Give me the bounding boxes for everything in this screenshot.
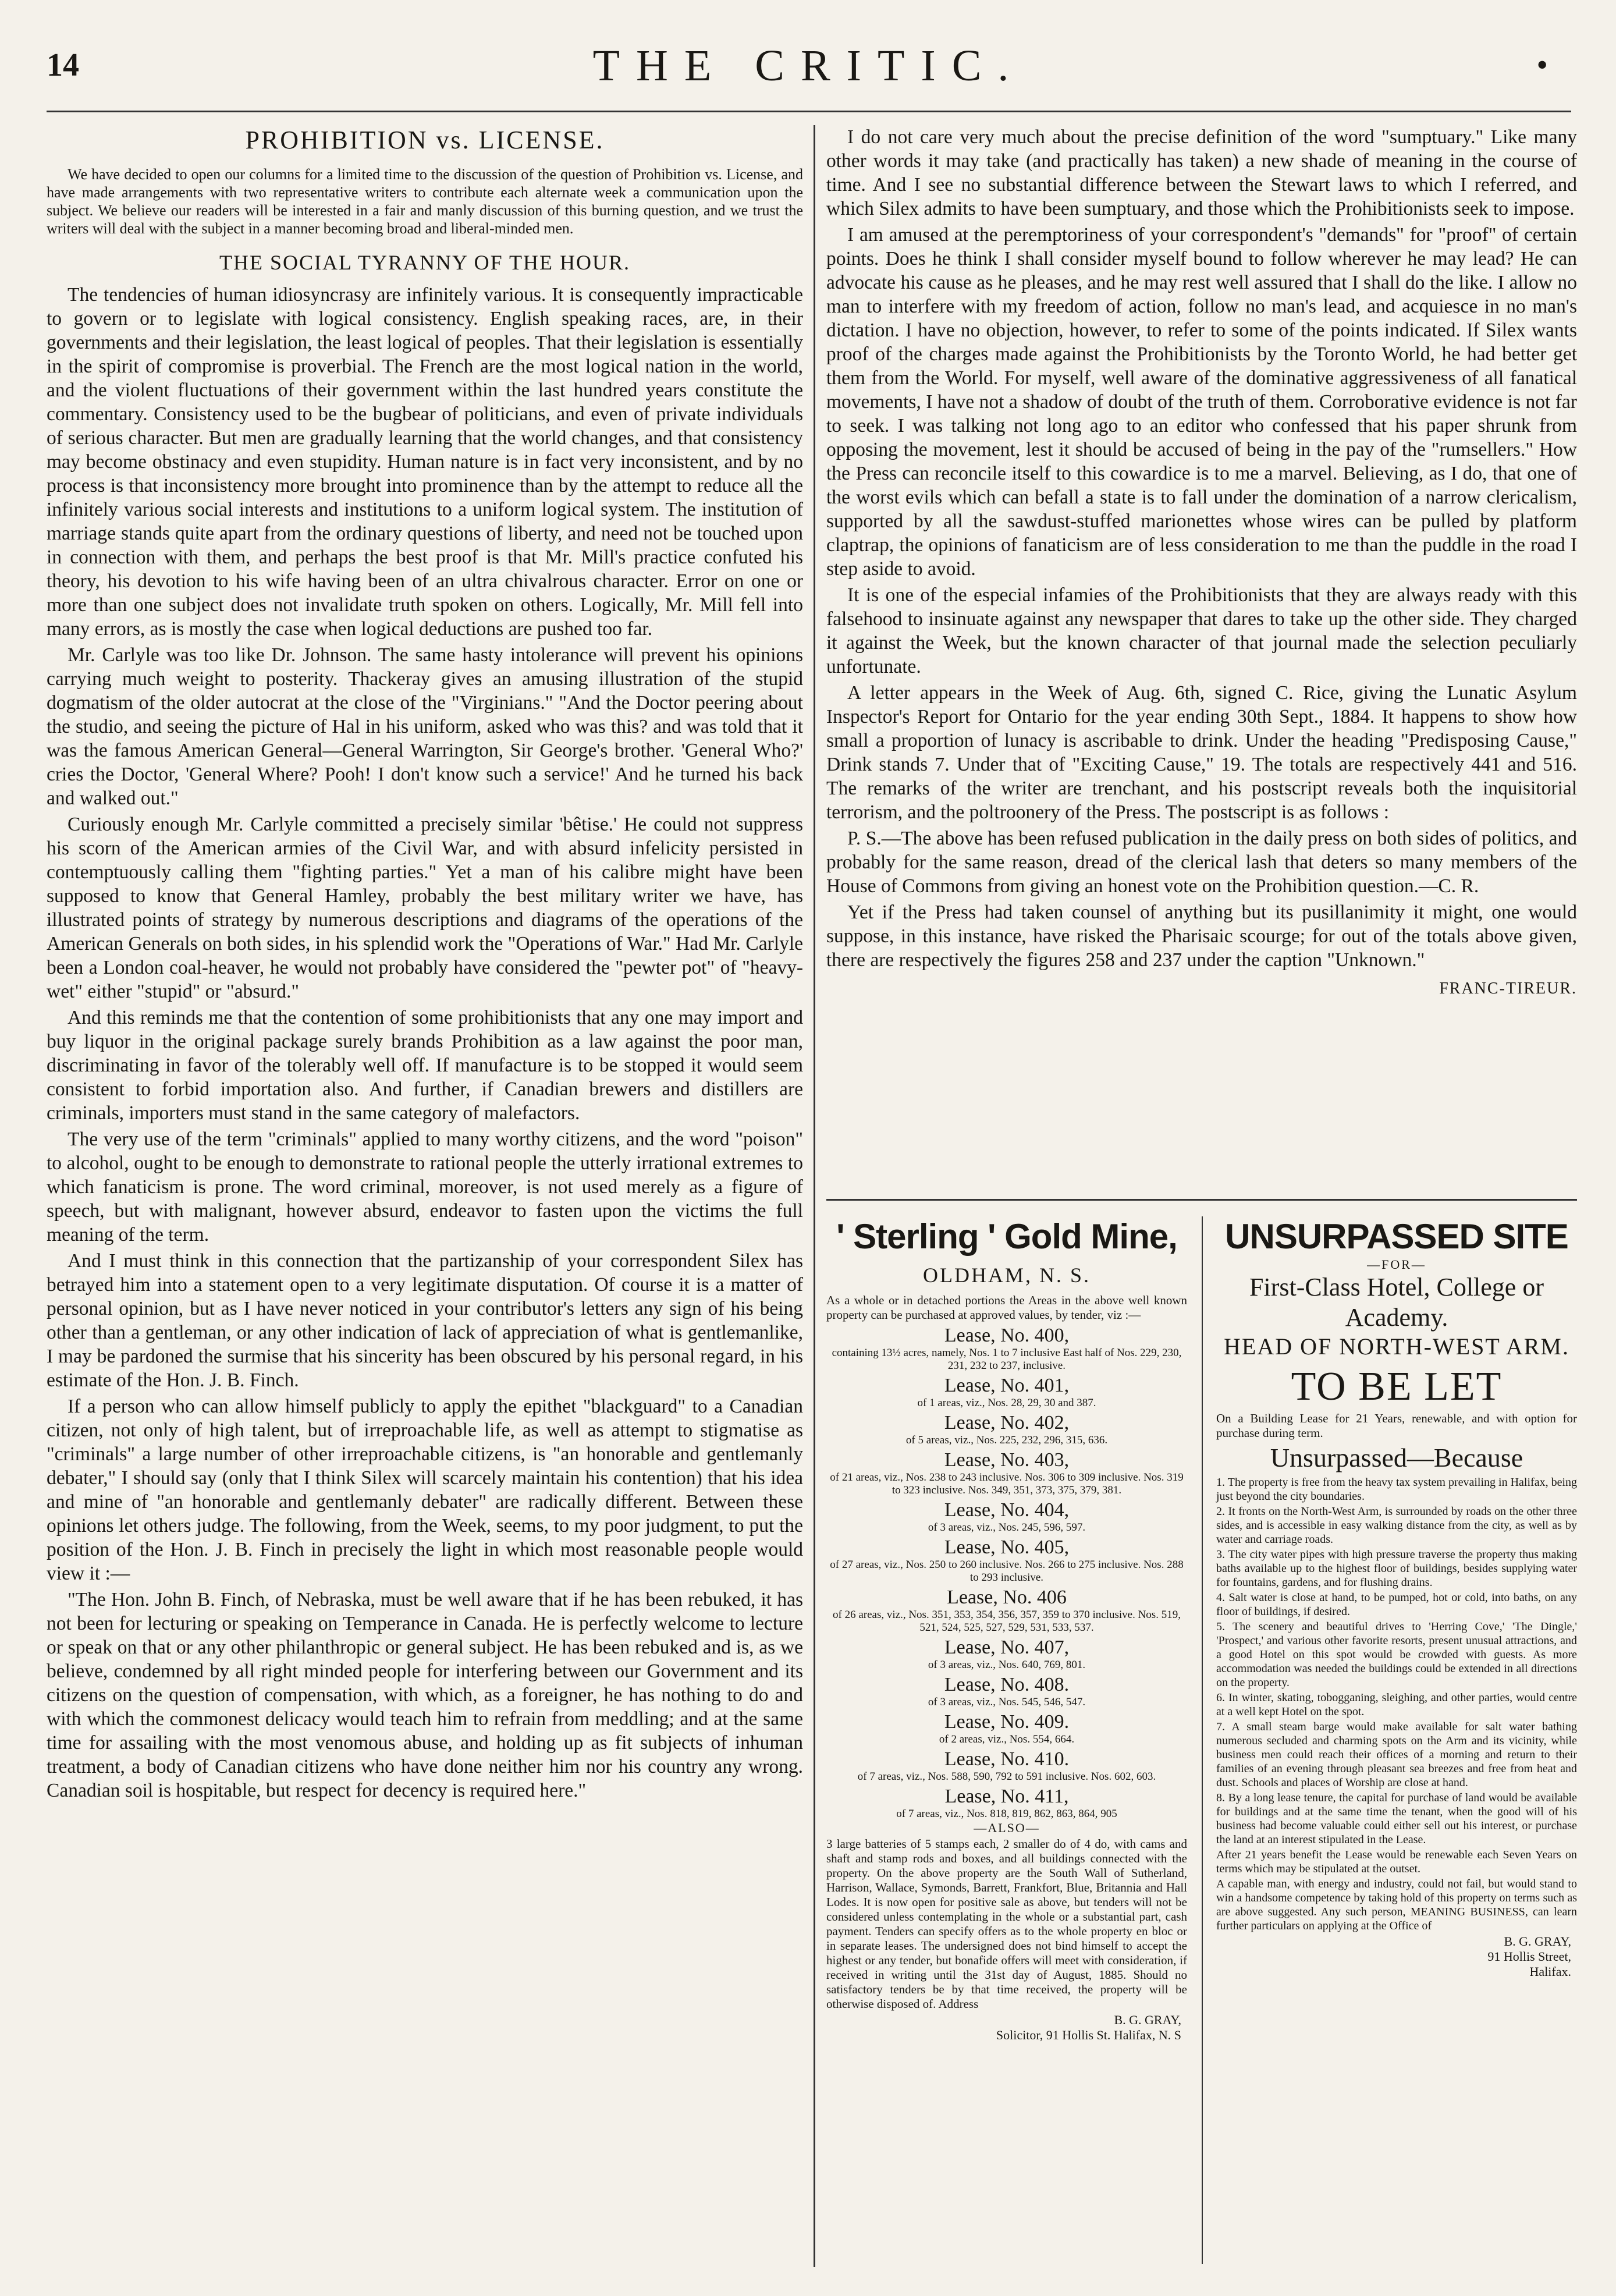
column-divider [814, 125, 815, 2267]
also-label: —ALSO— [974, 1821, 1040, 1835]
article-paragraph: I do not care very much about the precise definition of the word "sumptuary." Like many other words it may take (and practically has taken) a new shade of meaning in the course of time. And I see no substantial difference between the Stewart laws to which I referred, and which Silex admits to have been sumptuary, and those which the Prohibitionists seek to impose. [826, 126, 1577, 219]
editor-note: We have decided to open our columns for a limited time to the discussion of the question of Prohibition vs. License, and have made arrangements with two representative writers to contribute each alternate week a communication upon the subject. We believe our readers will be interested in a fair and manly discussion of this burning question, and we trust the writers will deal with the subject in a manner becoming broad and liberal-minded men. [47, 166, 803, 237]
header-mark: • [1536, 47, 1548, 83]
lease-detail: of 21 areas, viz., Nos. 238 to 243 inclusive. Nos. 306 to 309 inclusive. Nos. 319 to 323 inclusive. Nos. 349, 351, 373, 375, 379, 381. [830, 1471, 1184, 1496]
ad-closing-2: A capable man, with energy and industry, could not fail, but would stand to win a handsome competence by taking hold of this property on terms such as are above suggested. Any such person, MEANING BUSINESS, can learn further particulars on applying at the Office of [1216, 1878, 1577, 1932]
ad-place: OLDHAM, N. S. [922, 1264, 1091, 1287]
lease-name: Lease, No. 409. [944, 1711, 1070, 1733]
masthead-title: THE CRITIC. [592, 41, 1025, 90]
article-paragraph: Curiously enough Mr. Carlyle committed a precisely similar 'bêtise.' He could not suppress his scorn of the American armies of the Civil War, and with absurd infelicity persisted in contemptuously calling them "fighting parties." Yet a man of his calibre might have been supposed to know that General Hamley, probably the best military writer we have, has illustrated points of strategy by numerous descriptions and diagrams of the operations of the American Generals on both sides, in his splendid work the "Operations of War." Had Mr. Carlyle been a London coal-heaver, he would not probably have considered the "pewter pot" of "heavy-wet" either "stupid" or "absurd." [47, 814, 803, 1002]
header-rule [47, 111, 1571, 112]
lease-detail: of 3 areas, viz., Nos. 640, 769, 801. [928, 1659, 1086, 1671]
article-paragraph: It is one of the especial infamies of the Prohibitionists that they are always ready with this falsehood to insinuate against any newspaper that dares to take up the other side. They charged it against the Week, but the known character of that journal made the selection peculiarly unfortunate. [826, 584, 1577, 677]
lease-detail: containing 13½ acres, namely, Nos. 1 to 7 inclusive East half of Nos. 229, 230, 231, 232 to 237, inclusive. [832, 1347, 1182, 1372]
article-paragraph: If a person who can allow himself publicly to apply the epithet "blackguard" to a Canadian citizen, not only of high talent, but of irreproachable life, as well as attempt to stigmatise as "criminals" a large number of other irreproachable citizens, is "an honorable and gentlemanly debater," I should say (only that I think Silex will scarcely maintain his contention) that his idea and mine of "an honorable and gentlemanly debater" are radically different. Between these opinions let others judge. The following, from the Week, seems, to my poor judgment, to put the position of the Hon. J. B. Finch in precisely the light in which most reasonable people would view it :— [47, 1396, 803, 1584]
ad-point: 1. The property is free from the heavy tax system prevailing in Halifax, being just beyond the city boundaries. [1216, 1476, 1577, 1503]
ad-title: ' Sterling ' Gold Mine, [836, 1217, 1177, 1256]
ad-point: 3. The city water pipes with high pressure traverse the property thus making baths available up to the highest floor of buildings, besides supplying water for fountains, gardens, and for flushing drains. [1216, 1548, 1577, 1589]
lease-name: Lease, No. 406 [947, 1587, 1067, 1608]
article-paragraph: A letter appears in the Week of Aug. 6th, signed C. Rice, giving the Lunatic Asylum Inspector's Report for Ontario for the year ending 30th Sept., 1884. It happens to show how small a proportion of lunacy is ascribable to drink. Under the heading "Predisposing Cause," Drink stands 7. Under that of "Exciting Cause," 19. The totals are respectively 441 and 516. The remarks of the writer are trenchant, and his postscript reveals both the inquisitorial terrorism, and the poltroonery of the Press. The postscript is as follows : [826, 682, 1577, 823]
ad-address-name: B. G. GRAY, [1114, 2013, 1181, 2027]
right-column [826, 125, 1577, 1003]
ad-point: 8. By a long lease tenure, the capital for purchase of land would be available for buildings and at the same time the tenant, when the good will of his business had become valuable could either sell out his interest, or purchase the land at an interest stipulated in the Lease. [1216, 1791, 1577, 1846]
article-paragraph: I am amused at the peremptoriness of your correspondent's "demands" for "proof" of certain points. Does he think I shall consider myself bound to follow wherever he may lead? He can advocate his cause as he pleases, and he may rest well assured that I shall do the like. I allow no man to interfere with my freedom of action, follow no man's lead, and acquiesce in no man's dictation. I have no objection, however, to refer to some of the points indicated. If Silex wants proof of the charges made against the Prohibitionists by the Toronto World, he had better get them from the World. For myself, well aware of the dominative aggressiveness of all fanatical movements, I have not a shadow of doubt of the truth of them. Corroborative evidence is not far to seek. I was talking not long ago to an editor who confessed that his paper shrunk from opposing the movement, lest it should be accused of being in the pay of the "rumsellers." How the Press can reconcile itself to this cowardice is to me a marvel. Believing, as I do, that one of the worst evils which can befall a state is to fall under the domination of a narrow clericalism, supported by all the sawdust-stuffed marionettes whose wires can be pulled by platform claptrap, the opinions of fanaticism are of less consideration to me than the puddle in the road I step aside to avoid. [826, 224, 1577, 580]
lease-name: Lease, No. 408. [944, 1674, 1070, 1695]
lease-detail: of 27 areas, viz., Nos. 250 to 260 inclusive. Nos. 266 to 275 inclusive. Nos. 288 to 293 inclusive. [830, 1559, 1184, 1584]
ad-address-line: Solicitor, 91 Hollis St. Halifax, N. S [996, 2028, 1181, 2042]
article-paragraph: Mr. Carlyle was too like Dr. Johnson. The same hasty intolerance will prevent his opinions carrying much weight to posterity. Thackeray gives an amusing illustration of the stupid dogmatism of the older autocrat at the close of the "Virginians." "And the Doctor peering about the studio, and seeing the picture of Hal in his uniform, asked who was this? and was told that it was the famous American General—General Warrington, Sir George's brother. 'General Who?' cries the Doctor, 'General Where? Pooh! I don't know such a service!' And he turned his back and walked out." [47, 644, 803, 809]
lease-detail: of 7 areas, viz., Nos. 588, 590, 792 to 591 inclusive. Nos. 602, 603. [857, 1770, 1156, 1783]
ad-point: 7. A small steam barge would make available for salt water bathing numerous secluded and charming spots on the Arm and its vicinity, while business men could reach their offices of a morning and return to their families of an evening through pleasant sea breezes and free from heat and dust. Schools and places of Worship are close at hand. [1216, 1720, 1577, 1789]
ad-purpose: First-Class Hotel, College or Academy. [1249, 1273, 1544, 1332]
lease-name: Lease, No. 401, [944, 1375, 1070, 1396]
ad-terms: On a Building Lease for 21 Years, renewable, and with option for purchase during term. [1216, 1411, 1577, 1440]
ad-for-label: —FOR— [1367, 1257, 1426, 1272]
left-column [47, 125, 803, 1805]
ad-closing: After 21 years benefit the Lease would be renewable each Seven Years on terms which may be stipulated at the outset. [1216, 1848, 1577, 1875]
ad-title: UNSURPASSED SITE [1225, 1217, 1568, 1256]
lease-detail: of 5 areas, viz., Nos. 225, 232, 296, 315, 636. [905, 1434, 1108, 1446]
ad-point: 5. The scenery and beautiful drives to 'Herring Cove,' 'The Dingle,' 'Prospect,' and various other favorite resorts, present unusual attractions, and a good Hotel on this spot would be crowded with guests. As more accommodation was needed the buildings could be extended in all directions on the property. [1216, 1620, 1577, 1689]
article-paragraph: And I must think in this connection that the partizanship of your correspondent Silex has betrayed him into a statement open to a very legitimate disputation. Of course it is a matter of personal opinion, but as I have never noticed in your contributor's letters any sign of his being other than a gentleman, or any other indication of lack of appreciation of what is gentlemanlike, I may be pardoned the surmise that his sincerity has been obscured by his personal regard, in his estimate of the Hon. J. B. Finch. [47, 1250, 803, 1391]
article-paragraph: "The Hon. John B. Finch, of Nebraska, must be well aware that if he has been rebuked, it has not been for lecturing or speaking on Temperance in Canada. He is perfectly welcome to lecture or speak on that or any other philanthropic or general subject. He has been rebuked and is, as we believe, condemned by all right minded people for interfering between our Government and its citizens on the question of compensation, with which, as a foreigner, he has nothing to do and with which the commonest delicacy would teach him to refrain from meddling; and at the same time for assailing with the most venomous abuse, and holding up as fit subjects of inhuman treatment, a body of Canadian citizens who have done neither him nor his country any wrong. Canadian soil is hospitable, but respect for decency is required here." [47, 1589, 803, 1801]
lease-detail: of 3 areas, viz., Nos. 245, 596, 597. [928, 1521, 1086, 1534]
ad-intro: As a whole or in detached portions the Areas in the above well known property can be purchased at approved values, by tender, viz :— [826, 1293, 1187, 1322]
article-paragraph: P. S.—The above has been refused publication in the daily press on both sides of politics, and probably for the same reason, dread of the clerical lash that deters so many members of the House of Commons from giving an honest vote on the Prohibition question.—C. R. [826, 828, 1577, 897]
lease-detail: of 2 areas, viz., Nos. 554, 664. [939, 1733, 1075, 1745]
ad-point: 6. In winter, skating, tobogganing, sleighing, and other parties, would centre at a well kept Hotel on the spot. [1216, 1691, 1577, 1718]
ad-point: 4. Salt water is close at hand, to be pumped, hot or cold, into baths, on any floor of buildings, if desired. [1216, 1591, 1577, 1618]
ad-because: Unsurpassed—Because [1270, 1443, 1523, 1472]
lease-name: Lease, No. 403, [944, 1449, 1070, 1471]
lease-detail: of 7 areas, viz., Nos. 818, 819, 862, 863, 864, 905 [896, 1808, 1117, 1820]
lease-detail: of 26 areas, viz., Nos. 351, 353, 354, 356, 357, 359 to 370 inclusive. Nos. 519, 521, 524, 525, 527, 529, 531, 533, 537. [833, 1609, 1181, 1634]
author-signature: FRANC-TIREUR. [1439, 980, 1577, 998]
gold-mine-advertisement [821, 1216, 1193, 2043]
article-paragraph: The tendencies of human idiosyncrasy are infinitely various. It is consequently impracticable to govern or to legislate with logical consistency. English speaking races, are, in their governments and their legislation, the least logical of peoples. That their legislation is essentially in the spirit of compromise is proverbial. The French are the most logical nation in the world, and the violent fluctuations of their government within the last hundred years constitute the commentary. Consistency used to be the bugbear of politicians, and even of private individuals of serious character. But men are gradually learning that the world changes, and that consistency may become obstinacy and even stupidity. Human nature is in fact very inconsistent, and by no process is that inconsistency more brought into prominence than by the attempt to reduce all the infinitely various social interests and institutions to a uniform logical system. The institution of marriage stands quite apart from the ordinary questions of liberty, and need not be touched upon in connection with them, and perhaps the best proof is that Mr. Mill's practice confuted his theory, his devotion to his wife having been of an ultra chivalrous character. Error on one or more than one subject does not invalidate truth spoken on others. Logically, Mr. Mill fell into many errors, as is mostly the case when logical deductions are pushed too far. [47, 284, 803, 640]
lease-name: Lease, No. 410. [944, 1748, 1070, 1770]
ad-contact-address: 91 Hollis Street, [1487, 1949, 1571, 1964]
article-title: THE SOCIAL TYRANNY OF THE HOUR. [219, 251, 630, 274]
ad-contact-city: Halifax. [1529, 1964, 1571, 1979]
lease-name: Lease, No. 404, [944, 1499, 1070, 1521]
lease-name: Lease, No. 405, [944, 1536, 1070, 1558]
article-paragraph: Yet if the Press had taken counsel of anything but its pusillanimity it might, one would suppose, in this instance, have risked the Pharisaic scourge; for out of the totals above given, there are respectively the figures 258 and 237 under the caption "Unknown." [826, 902, 1577, 971]
ads-top-rule [826, 1199, 1577, 1201]
section-title: PROHIBITION vs. LICENSE. [245, 126, 605, 154]
lease-name: Lease, No. 402, [944, 1412, 1070, 1433]
ad-location: HEAD OF NORTH-WEST ARM. [1224, 1333, 1569, 1360]
ads-divider [1202, 1216, 1203, 2264]
lease-name: Lease, No. 411, [944, 1786, 1069, 1807]
page-header [47, 23, 1571, 116]
lease-name: Lease, No. 407, [944, 1637, 1070, 1658]
ad-also-text: 3 large batteries of 5 stamps each, 2 smaller do of 4 do, with cams and shaft and stamp rods and boxes, and all buildings connected with the property. On the above property are the South Wall of Sutherland, Harrison, Wallace, Symonds, Barrett, Frankfort, Blue, Britannia and Hall Lodes. It is now open for positive sale as above, but tenders will not be considered unless contemplating in the whole or a substantial part, cash payment. Tenders can specify offers as to the whole property en bloc or in separate leases. The undersigned does not bind himself to accept the highest or any tender, but bonafide offers will meet with consideration, if received in writing until the 31st day of August, 1885. Should no satisfactory tenders be by that time received, the property will be otherwise disposed of. Address [826, 1837, 1187, 2011]
lease-detail: of 1 areas, viz., Nos. 28, 29, 30 and 387. [917, 1397, 1096, 1409]
lease-detail: of 3 areas, viz., Nos. 545, 546, 547. [928, 1696, 1086, 1708]
ad-point: 2. It fronts on the North-West Arm, is surrounded by roads on the other three sides, and is accessible in easy walking distance from the city, as well as by water and carriage roads. [1216, 1505, 1577, 1546]
article-paragraph: The very use of the term "criminals" applied to many worthy citizens, and the word "poison" to alcohol, ought to be enough to demonstrate to rational people the utterly irrational extremes to which fanaticism is prone. The word criminal, moreover, is not used merely as a figure of speech, but with malignant, however absurd, endeavor to fasten upon the victims the full meaning of the term. [47, 1129, 803, 1245]
site-to-let-advertisement [1210, 1216, 1583, 1979]
lease-name: Lease, No. 400, [944, 1325, 1070, 1346]
ad-to-let: TO BE LET [1291, 1364, 1503, 1409]
page-number: 14 [47, 47, 79, 83]
ad-contact-name: B. G. GRAY, [1504, 1934, 1571, 1949]
article-paragraph: And this reminds me that the contention of some prohibitionists that any one may import and buy liquor in the original package surely brands Prohibition as a law against the poor man, discriminating in favor of the tolerably well off. If manufacture is to be stopped it would seem consistent to forbid importation also. And further, if Canadian brewers and distillers are criminals, importers must stand in the same category of malefactors. [47, 1007, 803, 1124]
